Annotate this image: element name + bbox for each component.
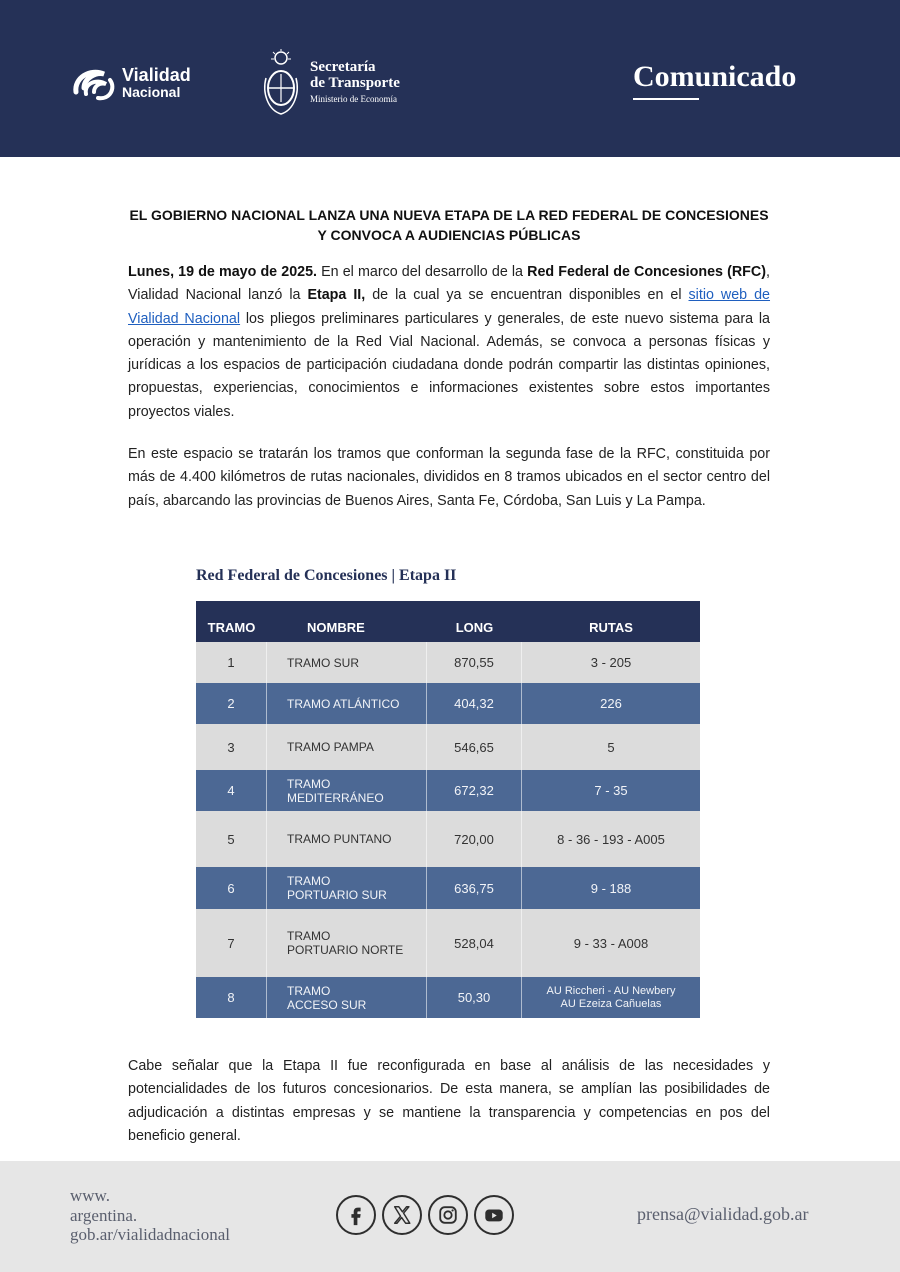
secretaria-transporte-logo[interactable] — [260, 48, 400, 118]
cell-nombre: TRAMO PORTUARIO SUR — [267, 867, 427, 909]
cell-long: 528,04 — [427, 909, 522, 977]
vialidad-logo-line2: Nacional — [122, 84, 181, 100]
website-line-2: argentina. — [70, 1205, 138, 1225]
press-email-link[interactable]: prensa@vialidad.gob.ar — [637, 1204, 809, 1224]
cell-long: 636,75 — [427, 867, 522, 909]
etapa-ii: Etapa II, — [307, 287, 366, 304]
cell-rutas: 8 - 36 - 193 - A005 — [557, 831, 665, 847]
paragraph-tramos: En este espacio se tratarán los tramos que conforman la segunda fase de la RFC, constituida por más de 4.400 kilómetros de rutas nacionales, divididos en 8 tramos ubicados en el sector centro del país, abarcando las provincias de Buenos Aires, Santa Fe, Córdoba, San Luis y La Pampa. — [128, 446, 770, 509]
table-row — [196, 770, 700, 811]
cell-rutas: AU Riccheri - AU Newbery AU Ezeiza Cañuelas — [546, 984, 676, 1010]
header-nombre: NOMBRE — [307, 620, 365, 635]
tramos-table — [196, 601, 700, 1018]
facebook-icon[interactable] — [336, 1195, 376, 1235]
cell-tramo: 3 — [196, 724, 267, 770]
title-line-1: EL GOBIERNO NACIONAL LANZA UNA NUEVA ETAPA DE LA RED FEDERAL DE CONCESIONES — [129, 207, 769, 223]
secretaria-logo-line1: Secretaría — [310, 59, 376, 75]
table-row — [196, 642, 700, 683]
cell-nombre: TRAMO ACCESO SUR — [267, 977, 427, 1018]
cell-tramo: 1 — [196, 642, 267, 683]
release-date: Lunes, 19 de mayo de 2025. — [128, 264, 318, 280]
cell-long: 870,55 — [427, 642, 522, 683]
social-links — [336, 1195, 514, 1235]
table-row — [196, 724, 700, 770]
vialidad-swirl-icon — [70, 64, 118, 104]
cell-tramo: 2 — [196, 683, 267, 724]
header-rutas: RUTAS — [589, 620, 633, 635]
intro-text-2: , Vialidad Nacional lanzó la — [128, 264, 770, 304]
national-coat-of-arms-icon — [260, 48, 302, 118]
cell-tramo: 8 — [196, 977, 267, 1018]
cell-tramo: 7 — [196, 909, 267, 977]
cell-long: 546,65 — [427, 724, 522, 770]
secretaria-logo-line3: Ministerio de Economía — [310, 94, 397, 104]
cell-rutas: 226 — [600, 696, 622, 711]
table-row — [196, 909, 700, 977]
vialidad-nacional-logo[interactable] — [70, 64, 191, 104]
x-icon[interactable] — [382, 1195, 422, 1235]
cell-tramo: 5 — [196, 811, 267, 867]
footer-website-link[interactable] — [70, 1186, 230, 1245]
vialidad-website-link[interactable]: sitio web de Vialidad Nacional — [128, 287, 771, 327]
cell-rutas: 9 - 188 — [590, 880, 632, 896]
header-banner — [0, 0, 900, 157]
cell-rutas: 7 - 35 — [594, 783, 628, 798]
paragraph-conclusion: Cabe señalar que la Etapa II fue reconfigurada en base al análisis de las necesidades y potencialidades de los futuros concesionarios. De esta manera, se amplían las posibilidades de adjudicación a distintas empresas y se mantiene la transparencia y competencias en pos del beneficio general. — [128, 1058, 770, 1144]
table-header-row — [196, 601, 700, 642]
cell-rutas: 9 - 33 - A008 — [573, 935, 649, 951]
cell-long: 404,32 — [427, 683, 522, 724]
cell-nombre: TRAMO SUR — [267, 642, 427, 683]
website-line-3: gob.ar/vialidadnacional — [70, 1225, 231, 1244]
table-row — [196, 811, 700, 867]
cell-nombre: TRAMO PAMPA — [267, 724, 427, 770]
rfc-name: Red Federal de Concesiones (RFC) — [527, 264, 767, 280]
vialidad-logo-line1: Vialidad — [122, 65, 191, 85]
cell-rutas: 3 - 205 — [590, 655, 632, 670]
intro-text-1: En el marco del desarrollo de la — [317, 264, 528, 280]
website-line-1: www. — [70, 1186, 110, 1205]
cell-tramo: 4 — [196, 770, 267, 811]
youtube-icon[interactable] — [474, 1195, 514, 1235]
table-row — [196, 867, 700, 909]
table-row — [196, 683, 700, 724]
header-long: LONG — [455, 620, 494, 635]
table-title: Red Federal de Concesiones | Etapa II — [196, 567, 457, 584]
intro-text-4: los pliegos preliminares particulares y generales, de este nuevo sistema para la operación y mantenimiento de la Red Vial Nacional. Además, se convoca a personas físicas y jurídicas a los espacios de participación ciudadana donde podrán compartir las distintas opiniones, propuestas, experiencias, conocimientos e informaciones existentes sobre estos importantes proyectos viales. — [128, 310, 770, 420]
cell-tramo: 6 — [196, 867, 267, 909]
cell-nombre: TRAMO MEDITERRÁNEO — [267, 770, 427, 811]
instagram-icon[interactable] — [428, 1195, 468, 1235]
cell-nombre: TRAMO PUNTANO — [267, 811, 427, 867]
paragraph-intro — [128, 261, 770, 424]
comunicado-underline — [633, 98, 699, 100]
cell-nombre: TRAMO ATLÁNTICO — [267, 683, 427, 724]
cell-long: 50,30 — [427, 977, 522, 1018]
comunicado-heading: Comunicado — [633, 60, 797, 93]
secretaria-logo-line2: de Transporte — [310, 75, 400, 91]
cell-long: 672,32 — [427, 770, 522, 811]
intro-text-3: de la cual ya se encuentran disponibles en el — [365, 287, 689, 304]
cell-rutas: 5 — [607, 739, 615, 755]
header-tramo: TRAMO — [207, 620, 256, 635]
press-release-title — [128, 205, 770, 245]
cell-nombre: TRAMO PORTUARIO NORTE — [267, 909, 427, 977]
cell-long: 720,00 — [427, 811, 522, 867]
table-row — [196, 977, 700, 1018]
title-line-2: Y CONVOCA A AUDIENCIAS PÚBLICAS — [317, 227, 581, 243]
